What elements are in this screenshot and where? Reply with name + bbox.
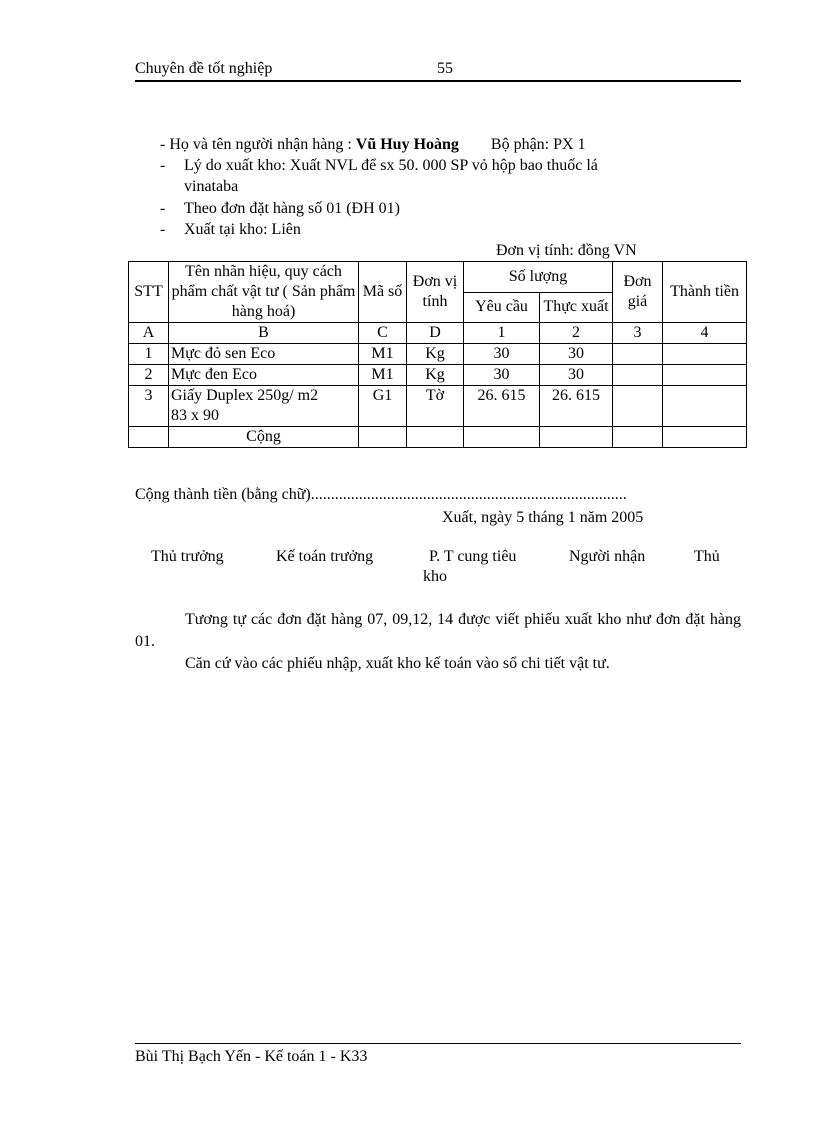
column-letter: B (169, 323, 359, 344)
warehouse-line (160, 219, 301, 240)
signature-supply-line2: kho (423, 568, 447, 585)
bullet-dash: - (160, 200, 166, 217)
cell-actual: 30 (540, 365, 613, 386)
signature-storekeeper: Thủ (694, 548, 720, 565)
column-letter: D (407, 323, 464, 344)
cell-price (613, 365, 663, 386)
issue-date: Xuất, ngày 5 tháng 1 năm 2005 (442, 509, 644, 526)
column-letter: 2 (540, 323, 613, 344)
cell-unit: Kg (407, 365, 464, 386)
header-title: Chuyên đề tốt nghiệp (135, 60, 273, 77)
header-actual: Thực xuất (540, 292, 613, 323)
cell-price (613, 386, 663, 427)
cell-stt: 1 (129, 344, 169, 365)
signature-receiver: Người nhận (569, 548, 646, 565)
cell-name-line1: Giấy Duplex 250g/ m2 (171, 387, 319, 404)
page-number: 55 (437, 60, 453, 77)
table-row (129, 386, 747, 427)
cell-unit: Tờ (407, 386, 464, 427)
signature-chief-accountant: Kế toán trưởng (276, 548, 374, 565)
header-requested: Yêu cầu (464, 292, 540, 323)
cell-actual: 26. 615 (540, 386, 613, 427)
cell-stt: 2 (129, 365, 169, 386)
cell-code: G1 (359, 386, 407, 427)
header-code: Mã số (359, 262, 407, 323)
cell-unit: Kg (407, 344, 464, 365)
header-unit: Đơn vị tính (407, 262, 464, 323)
signature-supply: P. T cung tiêu (429, 548, 517, 565)
column-letter: 3 (613, 323, 663, 344)
column-letter: 1 (464, 323, 540, 344)
total-label: Cộng (169, 427, 359, 448)
column-letter: C (359, 323, 407, 344)
cell-name: Mực đỏ sen Eco (169, 344, 359, 365)
amount-in-words: Cộng thành tiền (bằng chữ)............................................................................... (135, 486, 627, 503)
header-divider (135, 80, 741, 82)
reason-cont: vinataba (184, 178, 239, 195)
cell-requested: 30 (464, 365, 540, 386)
column-letter: 4 (663, 323, 747, 344)
cell-amount (663, 365, 747, 386)
cell-actual: 30 (540, 344, 613, 365)
cell-amount (663, 344, 747, 365)
cell-name (169, 386, 359, 427)
cell-code: M1 (359, 344, 407, 365)
header-stt: STT (129, 262, 169, 323)
department: Bộ phận: PX 1 (490, 136, 586, 153)
order-text: Theo đơn đặt hàng số 01 (ĐH 01) (184, 200, 400, 217)
cell-requested: 30 (464, 344, 540, 365)
reason-line (160, 155, 720, 176)
header-price: Đơn giá (613, 262, 663, 323)
cell-stt: 3 (129, 386, 169, 427)
header-name: Tên nhãn hiệu, quy cách phẩm chất vật tư ( Sản phẩm hàng hoá) (169, 262, 359, 323)
receiver-name: Vũ Huy Hoàng (355, 136, 459, 153)
bullet-dash: - (160, 157, 166, 174)
signature-director: Thủ trưởng (151, 548, 224, 565)
receiver-label: - Họ và tên người nhận hàng : (160, 136, 356, 153)
total-row (129, 427, 747, 448)
header-quantity: Số lượng (464, 262, 613, 293)
table-row (129, 365, 747, 386)
receiver-line (160, 134, 586, 155)
column-letter: A (129, 323, 169, 344)
cell-price (613, 344, 663, 365)
warehouse-text: Xuất tại kho: Liên (184, 221, 301, 238)
order-line (160, 198, 400, 219)
paragraph-1: Tương tự các đơn đặt hàng 07, 09,12, 14 được viết phiếu xuất kho như đơn đặt hàng 01. (135, 611, 741, 650)
table-row (129, 344, 747, 365)
cell-code: M1 (359, 365, 407, 386)
cell-name: Mực đen Eco (169, 365, 359, 386)
footer-divider (135, 1043, 741, 1044)
footer-author: Bùi Thị Bạch Yến - Kế toán 1 - K33 (135, 1048, 368, 1065)
header-amount: Thành tiền (663, 262, 747, 323)
reason-text: Lý do xuất kho: Xuất NVL để sx 50. 000 SP vỏ hộp bao thuốc lá (184, 157, 598, 174)
currency-unit: Đơn vị tính: đồng VN (496, 242, 637, 259)
bullet-dash: - (160, 221, 166, 238)
cell-amount (663, 386, 747, 427)
issue-voucher-table (128, 261, 747, 448)
cell-name-line2: 83 x 90 (171, 407, 219, 424)
paragraph-2: Căn cứ vào các phiếu nhập, xuất kho kế toán vào sổ chi tiết vật tư. (185, 655, 610, 672)
cell-requested: 26. 615 (464, 386, 540, 427)
